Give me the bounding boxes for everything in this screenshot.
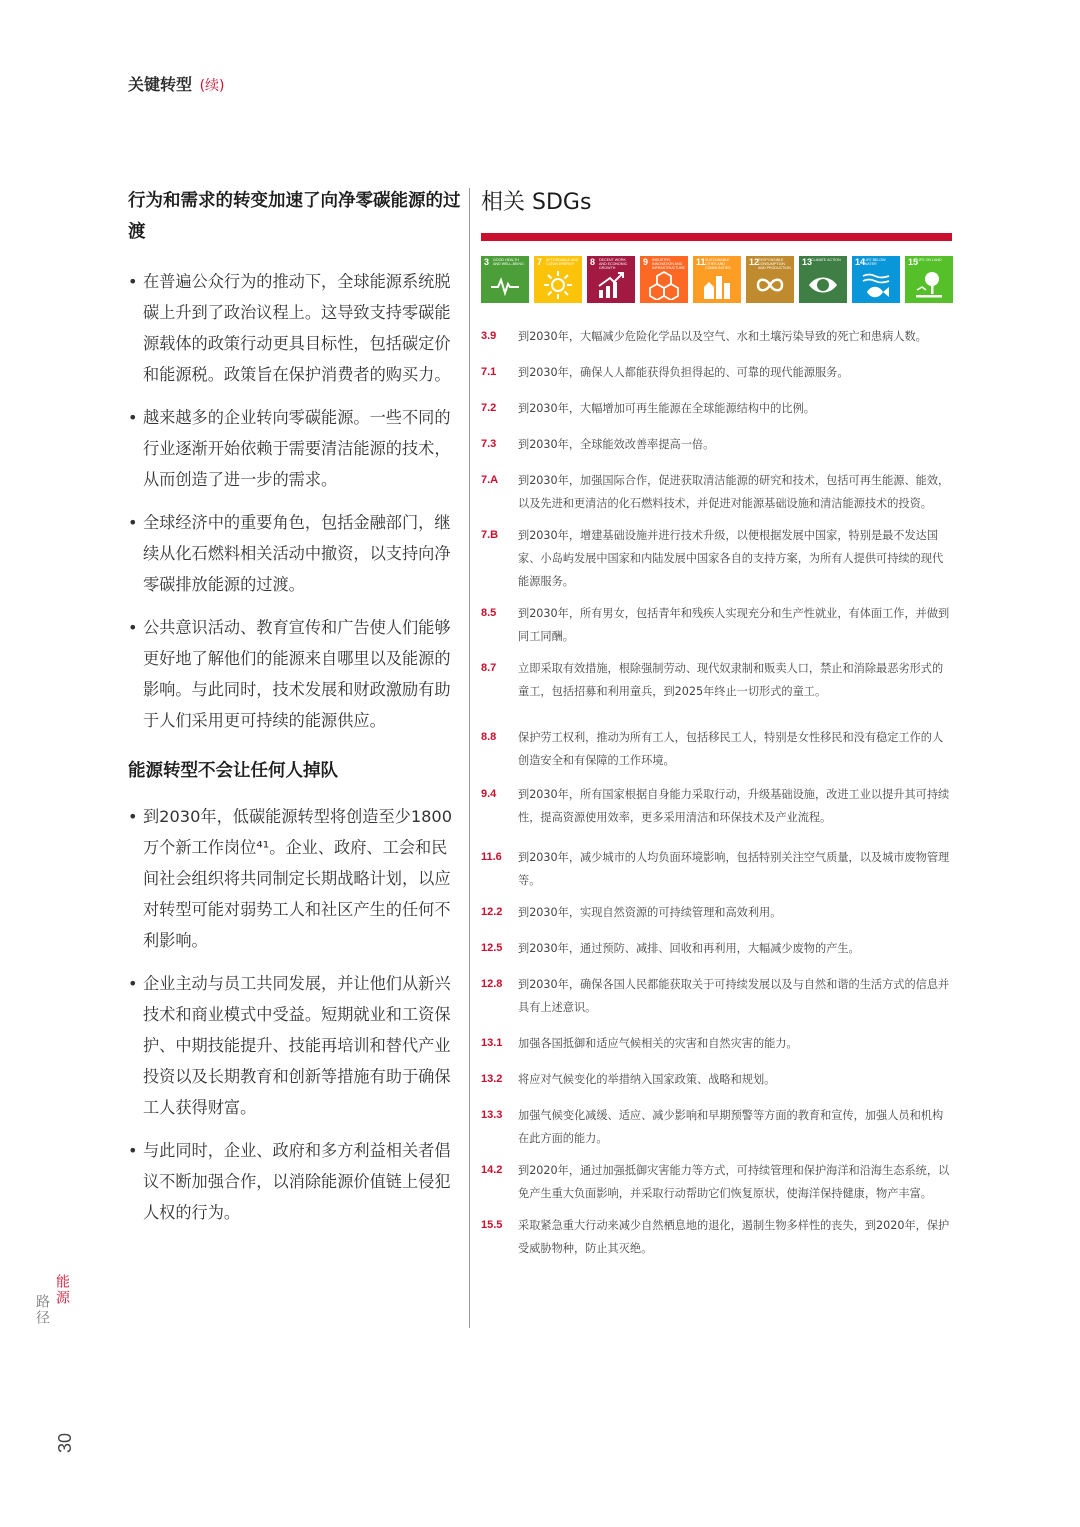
target-text: 到2030年，实现自然资源的可持续管理和高效利用。 <box>518 906 782 919</box>
target-code: 7.B <box>481 529 499 541</box>
target-code: 3.9 <box>481 330 497 342</box>
infinity-icon <box>755 270 785 300</box>
sdg-section-title: 相关 SDGs <box>481 190 592 215</box>
bullet-item: • 公共意识活动、教育宣传和广告使人们能够更好地了解他们的能源来自哪里以及能源的影响。与此同时，技术发展和财政激励有助于人们采用更可持续的能源供应。 <box>128 612 463 736</box>
sdg-tile-13: 13 CLIMATE ACTION <box>799 256 847 303</box>
target-row <box>481 846 953 892</box>
header-title: 关键转型 <box>128 75 193 94</box>
target-row <box>481 524 953 593</box>
target-row <box>481 1104 953 1150</box>
target-row <box>481 726 953 772</box>
growth-chart-icon <box>596 270 626 300</box>
target-text: 立即采取有效措施，根除强制劳动、现代奴隶制和贩卖人口，禁止和消除最恶劣形式的童工，包括招募和利用童兵，到2025年终止一切形式的童工。 <box>518 662 944 698</box>
target-row <box>481 361 953 384</box>
target-row <box>481 1032 953 1055</box>
eye-globe-icon <box>808 270 838 300</box>
target-code: 7.2 <box>481 402 497 414</box>
target-code: 13.2 <box>481 1073 503 1085</box>
target-text: 到2030年，确保各国人民都能获取关于可持续发展以及与自然和谐的生活方式的信息并具有上述意识。 <box>518 978 950 1014</box>
target-text: 到2030年，增建基础设施并进行技术升级，以便根据发展中国家，特别是最不发达国家、小岛屿发展中国家和内陆发展中国家各自的支持方案，为所有人提供可持续的现代能源服务。 <box>518 529 944 588</box>
target-code: 13.3 <box>481 1109 503 1121</box>
target-row <box>481 1159 953 1205</box>
target-code: 13.1 <box>481 1037 503 1049</box>
target-row <box>481 783 953 829</box>
sdg-tile-7: 7 AFFORDABLE AND CLEAN ENERGY <box>534 256 582 303</box>
tree-icon <box>914 270 944 300</box>
bullet-item: • 企业主动与员工共同发展，并让他们从新兴技术和商业模式中受益。短期就业和工资保护、中期技能提升、技能再培训和替代产业投资以及长期教育和创新等措施有助于确保工人获得财富。 <box>128 968 463 1123</box>
page-number: 30 <box>55 1433 75 1454</box>
target-text: 到2030年，减少城市的人均负面环境影响，包括特别关注空气质量，以及城市废物管理等。 <box>518 851 950 887</box>
target-code: 12.8 <box>481 978 503 990</box>
header-continued: (续) <box>199 78 225 94</box>
target-text: 到2020年，通过加强抵御灾害能力等方式，可持续管理和保护海洋和沿海生态系统，以免产生重大负面影响，并采取行动帮助它们恢复原状，使海洋保持健康，物产丰富。 <box>518 1164 950 1200</box>
target-code: 8.7 <box>481 662 497 674</box>
bullet-item: • 到2030年，低碳能源转型将创造至少1800万个新工作岗位⁴¹。企业、政府、工会和民间社会组织将共同制定长期战略计划，以应对转型可能对弱势工人和社区产生的任何不利影响。 <box>128 801 463 956</box>
heartbeat-icon <box>490 270 520 300</box>
title-underline-bar <box>481 233 952 241</box>
target-code: 8.5 <box>481 607 497 619</box>
target-row <box>481 901 953 924</box>
sdg-tile-11: 11 SUSTAINABLE CITIES AND COMMUNITIES <box>693 256 741 303</box>
target-code: 7.3 <box>481 438 497 450</box>
sdg-tile-3: 3 GOOD HEALTH AND WELL-BEING <box>481 256 529 303</box>
target-text: 到2030年，大幅增加可再生能源在全球能源结构中的比例。 <box>518 402 815 415</box>
target-row <box>481 602 953 648</box>
target-row <box>481 1068 953 1091</box>
bullet-item: • 越来越多的企业转向零碳能源。一些不同的行业逐渐开始依赖于需要清洁能源的技术，从而创造了进一步的需求。 <box>128 402 463 495</box>
sdg-tile-15: 15 LIFE ON LAND <box>905 256 953 303</box>
target-text: 保护劳工权利，推动为所有工人，包括移民工人，特别是女性移民和没有稳定工作的人创造安全和有保障的工作环境。 <box>518 731 944 767</box>
bullet-item: • 全球经济中的重要角色，包括金融部门，继续从化石燃料相关活动中撤资，以支持向净零碳排放能源的过渡。 <box>128 507 463 600</box>
sdg-tiles <box>481 256 953 303</box>
section-header <box>128 72 225 95</box>
target-code: 7.1 <box>481 366 497 378</box>
sdg-tile-12: 12 RESPONSIBLE CONSUMPTION AND PRODUCTION <box>746 256 794 303</box>
target-code: 7.A <box>481 474 499 486</box>
target-row <box>481 937 953 960</box>
heading-no-one-left-behind: 能源转型不会让任何人掉队 <box>128 761 338 781</box>
target-text: 到2030年，所有男女，包括青年和残疾人实现充分和生产性就业，有体面工作，并做到同工同酬。 <box>518 607 950 643</box>
target-row <box>481 973 953 1019</box>
target-row <box>481 657 953 703</box>
target-text: 采取紧急重大行动来减少自然栖息地的退化，遏制生物多样性的丧失，到2020年，保护受威胁物种，防止其灭绝。 <box>518 1219 950 1255</box>
sdg-tile-14: 14 LIFE BELOW WATER <box>852 256 900 303</box>
target-text: 到2030年，全球能效改善率提高一倍。 <box>518 438 715 451</box>
sdg-target-list <box>481 325 953 1260</box>
target-text: 加强气候变化减缓、适应、减少影响和早期预警等方面的教育和宣传，加强人员和机构在此方面的能力。 <box>518 1109 944 1145</box>
side-section-label <box>34 1274 72 1326</box>
target-text: 到2030年，大幅减少危险化学品以及空气、水和土壤污染导致的死亡和患病人数。 <box>518 330 927 343</box>
target-text: 到2030年，通过预防、减排、回收和再利用，大幅减少废物的产生。 <box>518 942 860 955</box>
target-text: 到2030年，所有国家根据自身能力采取行动，升级基础设施，改进工业以提升其可持续性，提高资源使用效率，更多采用清洁和环保技术及产业流程。 <box>518 788 950 824</box>
target-code: 15.5 <box>481 1219 503 1231</box>
target-code: 11.6 <box>481 851 502 863</box>
bullet-list-2 <box>128 801 463 1228</box>
left-column <box>128 186 463 1240</box>
target-row <box>481 397 953 420</box>
column-divider <box>469 188 470 1328</box>
city-icon <box>702 270 732 300</box>
fish-icon <box>861 270 891 300</box>
bullet-item: • 与此同时，企业、政府和多方利益相关者倡议不断加强合作，以消除能源价值链上侵犯人权的行为。 <box>128 1135 463 1228</box>
target-row <box>481 1214 953 1260</box>
heading-behavior-demand: 行为和需求的转变加速了向净零碳能源的过渡 <box>128 191 461 242</box>
target-code: 12.5 <box>481 942 503 954</box>
side-category: 能源 <box>54 1274 70 1306</box>
bullet-list-1 <box>128 266 463 736</box>
right-column <box>481 186 953 1260</box>
sdg-tile-8: 8 DECENT WORK AND ECONOMIC GROWTH <box>587 256 635 303</box>
target-text: 加强各国抵御和适应气候相关的灾害和自然灾害的能力。 <box>518 1037 798 1050</box>
target-row <box>481 469 953 515</box>
target-code: 8.8 <box>481 731 497 743</box>
target-row <box>481 433 953 456</box>
target-code: 14.2 <box>481 1164 503 1176</box>
sun-icon <box>543 270 573 300</box>
target-text: 到2030年，加强国际合作，促进获取清洁能源的研究和技术，包括可再生能源、能效，以及先进和更清洁的化石燃料技术，并促进对能源基础设施和清洁能源技术的投资。 <box>518 474 950 510</box>
target-text: 将应对气候变化的举措纳入国家政策、战略和规划。 <box>518 1073 776 1086</box>
target-code: 12.2 <box>481 906 503 918</box>
side-route: 路径 <box>34 1294 50 1326</box>
sdg-tile-9: 9 INDUSTRY, INNOVATION AND INFRASTRUCTURE <box>640 256 688 303</box>
cubes-icon <box>649 270 679 300</box>
target-row <box>481 325 953 348</box>
target-text: 到2030年，确保人人都能获得负担得起的、可靠的现代能源服务。 <box>518 366 849 379</box>
target-code: 9.4 <box>481 788 497 800</box>
bullet-item: • 在普遍公众行为的推动下，全球能源系统脱碳上升到了政治议程上。这导致支持零碳能源载体的政策行动更具目标性，包括碳定价和能源税。政策旨在保护消费者的购买力。 <box>128 266 463 390</box>
